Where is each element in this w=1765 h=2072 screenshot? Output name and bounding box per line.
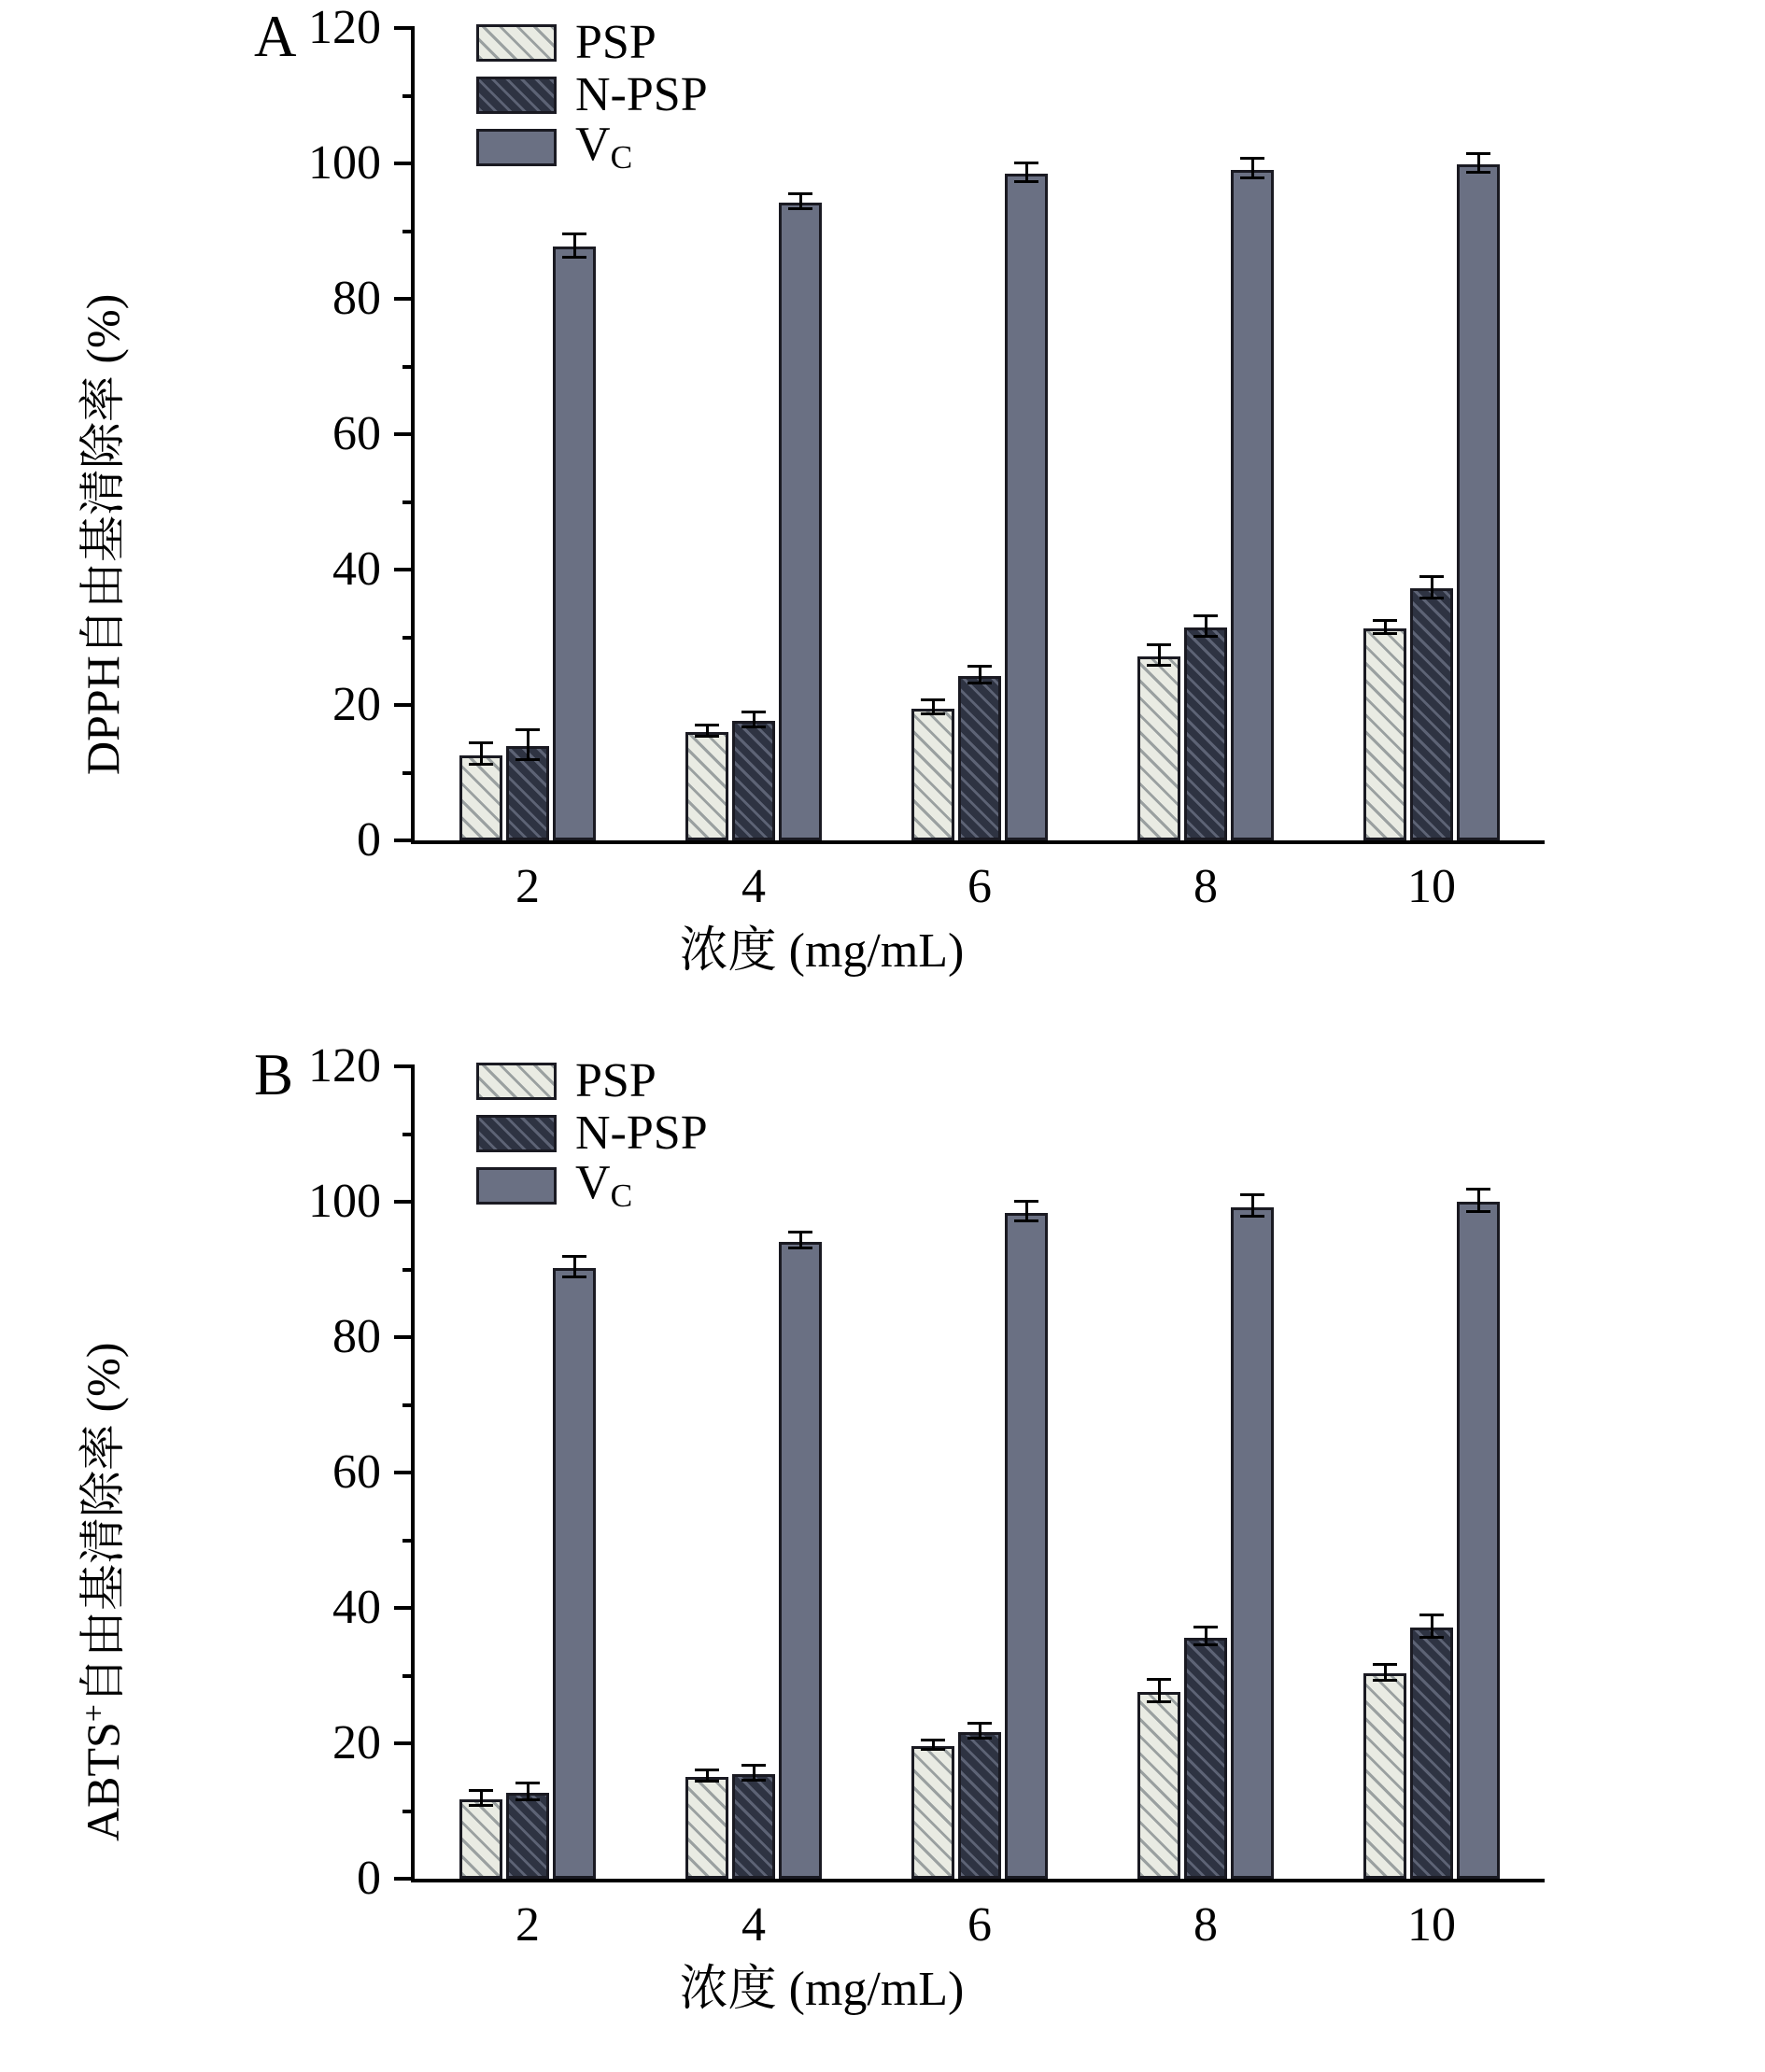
y-tick-label-0: 0: [357, 813, 381, 867]
error-cap-npsp-6-bottom: [967, 682, 992, 684]
bar-npsp-10: [1410, 1628, 1453, 1879]
error-cap-vc-2-bottom: [562, 256, 586, 259]
error-cap-vc-10-top: [1466, 1188, 1490, 1191]
error-cap-npsp-4-top: [741, 1764, 766, 1767]
y-tick-label-0: 0: [357, 1852, 381, 1905]
y-tick-120: [394, 1064, 415, 1068]
legend-b: [476, 1054, 708, 1215]
y-tick-label-20: 20: [332, 1716, 381, 1769]
error-cap-npsp-2-top: [515, 728, 540, 731]
error-cap-vc-8-top: [1240, 157, 1264, 160]
bar-psp-8: [1137, 1692, 1180, 1879]
bar-psp-2: [459, 1799, 502, 1879]
error-cap-vc-10-top: [1466, 152, 1490, 155]
y-tick-minor-50: [402, 500, 415, 504]
error-cap-npsp-2-bottom: [515, 758, 540, 761]
bar-vc-2: [553, 1268, 596, 1879]
bar-vc-6: [1005, 1213, 1048, 1879]
legend-item-vc: [476, 118, 708, 176]
error-cap-npsp-6-top: [967, 665, 992, 668]
y-tick-minor-10: [402, 771, 415, 775]
y-tick-label-120: 120: [308, 1039, 381, 1092]
bar-vc-8: [1231, 170, 1274, 840]
error-cap-npsp-8-bottom: [1193, 635, 1218, 638]
error-cap-psp-4-bottom: [695, 1780, 719, 1783]
legend-item-npsp: [476, 1107, 708, 1160]
legend-item-vc: [476, 1156, 708, 1215]
error-cap-npsp-10-bottom: [1419, 597, 1444, 599]
bar-psp-4: [685, 1777, 728, 1879]
y-tick-minor-30: [402, 1674, 415, 1678]
y-tick-label-40: 40: [332, 543, 381, 596]
error-cap-vc-8-bottom: [1240, 176, 1264, 179]
bar-psp-6: [911, 709, 954, 840]
bar-npsp-10: [1410, 588, 1453, 840]
error-cap-vc-6-top: [1014, 1200, 1038, 1203]
bar-vc-4: [779, 203, 822, 840]
legend-label-npsp: N-PSP: [575, 68, 708, 121]
error-cap-psp-4-bottom: [695, 735, 719, 738]
legend-swatch-vc: [476, 129, 557, 166]
legend-swatch-npsp: [476, 77, 557, 114]
error-cap-psp-4-top: [695, 724, 719, 726]
x-tick-label-6: 6: [967, 1898, 992, 1952]
error-cap-vc-4-bottom: [788, 1247, 812, 1249]
y-tick-40: [394, 1606, 415, 1610]
error-cap-npsp-8-top: [1193, 614, 1218, 617]
legend-a: [476, 17, 708, 174]
x-tick-label-8: 8: [1193, 1898, 1218, 1952]
error-cap-psp-8-bottom: [1147, 664, 1171, 667]
y-tick-minor-30: [402, 636, 415, 640]
y-tick-minor-90: [402, 1268, 415, 1272]
y-tick-minor-70: [402, 365, 415, 369]
y-tick-label-100: 100: [308, 136, 381, 190]
error-cap-vc-6-top: [1014, 162, 1038, 164]
bar-psp-8: [1137, 656, 1180, 840]
bar-vc-10: [1457, 1202, 1500, 1879]
legend-item-psp: [476, 17, 708, 69]
error-cap-vc-2-top: [562, 233, 586, 235]
error-cap-psp-8-bottom: [1147, 1700, 1171, 1703]
x-tick-label-8: 8: [1193, 860, 1218, 913]
error-cap-npsp-6-top: [967, 1722, 992, 1725]
y-tick-minor-90: [402, 230, 415, 233]
y-tick-40: [394, 568, 415, 571]
bar-npsp-2: [506, 1793, 549, 1879]
y-tick-label-60: 60: [332, 407, 381, 460]
legend-item-psp: [476, 1055, 708, 1107]
bar-npsp-8: [1184, 627, 1227, 840]
y-tick-20: [394, 1741, 415, 1745]
legend-label-vc: $V_C$: [575, 1156, 633, 1215]
y-tick-0: [394, 1877, 415, 1881]
legend-label-psp: PSP: [575, 16, 657, 69]
y-tick-100: [394, 162, 415, 165]
bar-npsp-6: [958, 1732, 1001, 1879]
x-tick-label-10: 10: [1407, 860, 1456, 913]
error-cap-psp-4-top: [695, 1769, 719, 1771]
x-tick-label-4: 4: [741, 860, 766, 913]
bar-psp-2: [459, 755, 502, 840]
error-cap-psp-10-bottom: [1373, 1679, 1397, 1682]
y-tick-120: [394, 26, 415, 30]
x-axis-title-b: 浓度 (mg/mL): [679, 1963, 965, 2016]
bar-npsp-6: [958, 676, 1001, 840]
error-cap-vc-6-bottom: [1014, 180, 1038, 183]
error-cap-vc-2-top: [562, 1255, 586, 1258]
error-cap-vc-4-top: [788, 192, 812, 195]
error-cap-psp-8-top: [1147, 643, 1171, 646]
bar-psp-4: [685, 732, 728, 840]
error-cap-vc-2-bottom: [562, 1276, 586, 1278]
bar-psp-10: [1363, 628, 1406, 840]
x-tick-label-6: 6: [967, 860, 992, 913]
error-bar-npsp-2: [527, 731, 530, 761]
y-tick-60: [394, 1471, 415, 1474]
error-cap-npsp-4-top: [741, 711, 766, 713]
legend-swatch-npsp: [476, 1115, 557, 1152]
error-cap-npsp-8-bottom: [1193, 1643, 1218, 1646]
x-tick-label-2: 2: [515, 1898, 540, 1952]
error-cap-psp-2-bottom: [469, 1804, 493, 1807]
y-tick-0: [394, 839, 415, 842]
legend-label-psp: PSP: [575, 1054, 657, 1107]
error-cap-psp-10-bottom: [1373, 632, 1397, 635]
y-tick-80: [394, 1335, 415, 1339]
bar-npsp-8: [1184, 1638, 1227, 1879]
y-tick-60: [394, 432, 415, 436]
error-cap-npsp-6-bottom: [967, 1737, 992, 1740]
y-tick-label-100: 100: [308, 1175, 381, 1228]
panel-letter-b: B: [254, 1042, 294, 1107]
x-tick-label-4: 4: [741, 1898, 766, 1952]
bar-vc-6: [1005, 174, 1048, 840]
x-tick-label-10: 10: [1407, 1898, 1456, 1952]
y-tick-minor-50: [402, 1539, 415, 1543]
error-cap-vc-4-top: [788, 1231, 812, 1233]
y-tick-20: [394, 703, 415, 707]
error-cap-npsp-10-top: [1419, 575, 1444, 578]
bar-npsp-4: [732, 1774, 775, 1879]
error-cap-npsp-8-top: [1193, 1626, 1218, 1628]
y-axis-title-a: DPPH自由基清除率 (%): [77, 293, 129, 775]
legend-swatch-psp: [476, 24, 557, 62]
y-tick-minor-110: [402, 1133, 415, 1136]
y-tick-minor-110: [402, 94, 415, 98]
error-cap-psp-6-top: [921, 1739, 945, 1741]
bar-vc-10: [1457, 164, 1500, 840]
bar-vc-4: [779, 1242, 822, 1879]
error-cap-psp-10-top: [1373, 619, 1397, 622]
panel-letter-a: A: [254, 4, 297, 69]
error-cap-vc-10-bottom: [1466, 171, 1490, 174]
bar-psp-10: [1363, 1673, 1406, 1879]
error-cap-vc-8-bottom: [1240, 1215, 1264, 1218]
y-axis-title-b: ABTS+自由基清除率 (%): [77, 1342, 129, 1841]
y-tick-minor-70: [402, 1403, 415, 1407]
chart-panel-b: [0, 1038, 1765, 2065]
y-tick-100: [394, 1200, 415, 1204]
error-cap-vc-4-bottom: [788, 207, 812, 210]
y-tick-label-80: 80: [332, 272, 381, 325]
x-axis-title-a: 浓度 (mg/mL): [679, 924, 965, 978]
x-tick-label-2: 2: [515, 860, 540, 913]
y-tick-label-120: 120: [308, 1, 381, 54]
error-cap-npsp-10-bottom: [1419, 1636, 1444, 1639]
error-cap-psp-2-top: [469, 1789, 493, 1792]
y-tick-label-60: 60: [332, 1445, 381, 1499]
error-cap-npsp-2-bottom: [515, 1798, 540, 1801]
error-cap-npsp-10-top: [1419, 1614, 1444, 1616]
error-cap-psp-10-top: [1373, 1663, 1397, 1666]
bar-psp-6: [911, 1746, 954, 1879]
error-cap-vc-6-bottom: [1014, 1219, 1038, 1222]
legend-label-npsp: N-PSP: [575, 1106, 708, 1160]
legend-swatch-psp: [476, 1063, 557, 1100]
legend-label-vc: $V_C$: [575, 118, 633, 176]
bar-vc-8: [1231, 1207, 1274, 1879]
error-cap-vc-8-top: [1240, 1193, 1264, 1196]
bar-npsp-4: [732, 721, 775, 840]
bar-vc-2: [553, 247, 596, 840]
error-cap-psp-6-bottom: [921, 1748, 945, 1751]
plot-wrapper-b: [0, 1038, 1765, 2065]
y-tick-label-40: 40: [332, 1581, 381, 1634]
error-cap-psp-2-bottom: [469, 763, 493, 766]
error-cap-vc-10-bottom: [1466, 1210, 1490, 1213]
error-cap-psp-6-top: [921, 698, 945, 701]
error-cap-psp-6-bottom: [921, 712, 945, 715]
y-tick-label-80: 80: [332, 1310, 381, 1363]
error-cap-npsp-2-top: [515, 1782, 540, 1784]
legend-item-npsp: [476, 69, 708, 121]
y-tick-80: [394, 297, 415, 301]
plot-wrapper-a: [0, 0, 1765, 1027]
error-cap-npsp-4-bottom: [741, 1779, 766, 1782]
error-cap-npsp-4-bottom: [741, 726, 766, 728]
error-cap-psp-2-top: [469, 741, 493, 744]
chart-panel-a: [0, 0, 1765, 1027]
y-tick-minor-10: [402, 1810, 415, 1813]
legend-swatch-vc: [476, 1167, 557, 1205]
y-tick-label-20: 20: [332, 678, 381, 731]
error-cap-psp-8-top: [1147, 1678, 1171, 1681]
